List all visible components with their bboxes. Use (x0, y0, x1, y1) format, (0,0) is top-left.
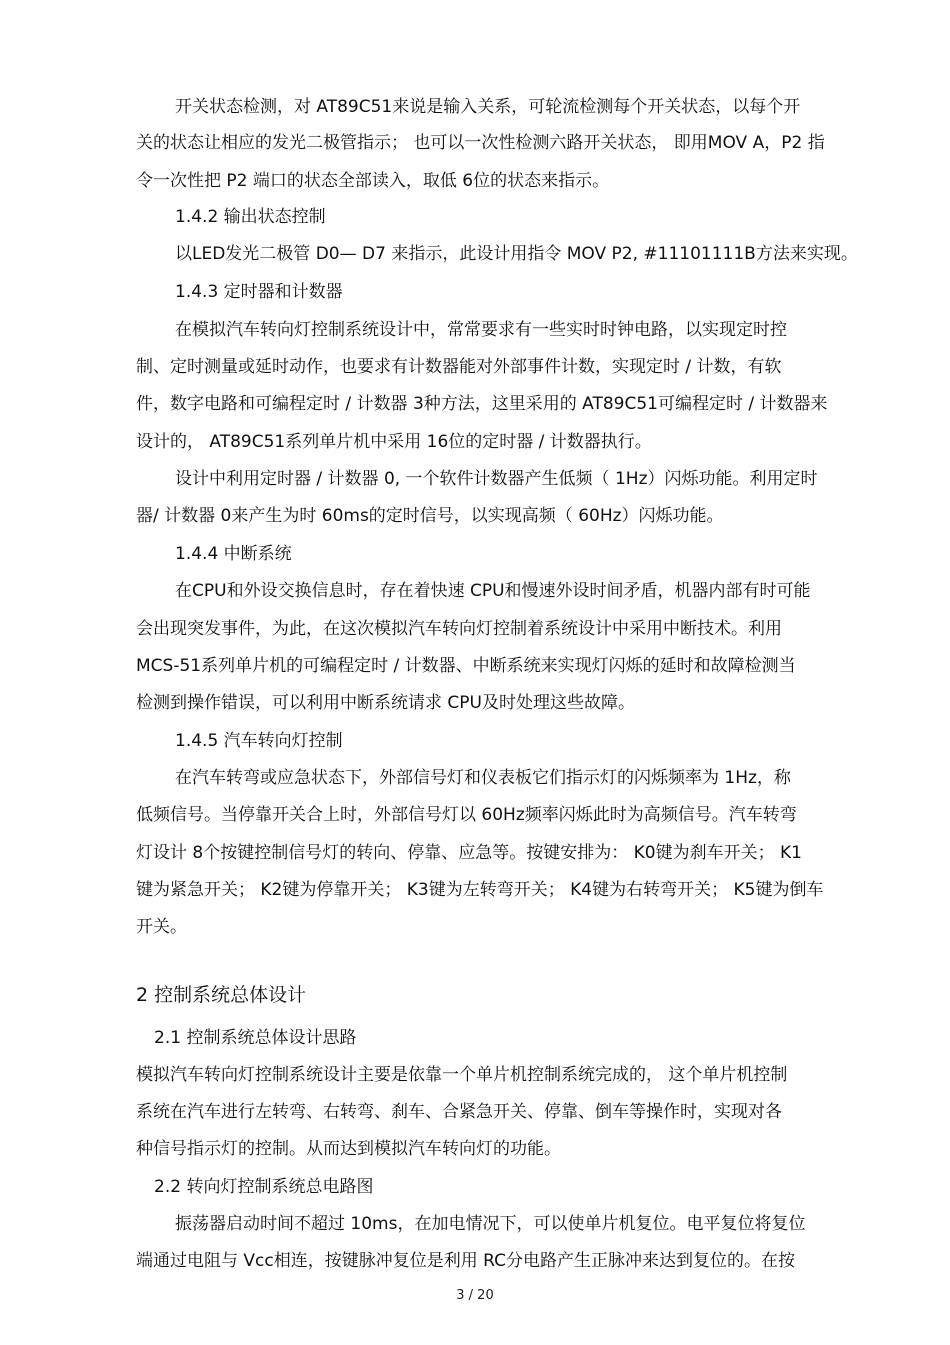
paragraph-line: 设计的， AT89C51系列单片机中采用 16位的定时器 / 计数器执行。 (136, 432, 652, 452)
paragraph-line: 开关。 (136, 917, 187, 937)
chapter-heading: 2 控制系统总体设计 (136, 984, 307, 1006)
paragraph-line: 设计中利用定时器 / 计数器 0, 一个软件计数器产生低频（ 1Hz）闪烁功能。利用定时 (175, 469, 818, 489)
paragraph-line: 种信号指示灯的控制。从而达到模拟汽车转向灯的功能。 (136, 1139, 561, 1159)
paragraph-line: 令一次性把 P2 端口的状态全部读入，取低 6位的状态来指示。 (136, 171, 610, 191)
paragraph-line: 件，数字电路和可编程定时 / 计数器 3种方法，这里采用的 AT89C51可编程定时 / 计数器来 (136, 394, 828, 414)
paragraph-line: 键为紧急开关； K2键为停靠开关； K3键为左转弯开关； K4键为右转弯开关； K5键为倒车 (136, 880, 824, 900)
paragraph-line: 模拟汽车转向灯控制系统设计主要是依靠一个单片机控制系统完成的， 这个单片机控制 (136, 1065, 788, 1085)
paragraph-line: 系统在汽车进行左转弯、右转弯、刹车、合紧急开关、停靠、倒车等操作时，实现对各 (136, 1102, 782, 1122)
paragraph-line: 在CPU和外设交换信息时，存在着快速 CPU和慢速外设时间矛盾，机器内部有时可能 (175, 581, 811, 601)
paragraph-line: 关的状态让相应的发光二极管指示； 也可以一次性检测六路开关状态， 即用MOV A，P2 指 (136, 133, 825, 153)
paragraph-line: MCS-51系列单片机的可编程定时 / 计数器、中断系统来实现灯闪烁的延时和故障检测当 (136, 656, 796, 676)
section-heading: 1.4.2 输出状态控制 (175, 207, 326, 227)
paragraph-line: 制、定时测量或延时动作，也要求有计数器能对外部事件计数，实现定时 / 计数，有软 (136, 357, 782, 377)
section-heading: 1.4.4 中断系统 (175, 544, 292, 564)
paragraph-line: 检测到操作错误，可以利用中断系统请求 CPU及时处理这些故障。 (136, 693, 635, 713)
paragraph-line: 低频信号。当停靠开关合上时，外部信号灯以 60Hz频率闪烁此时为高频信号。汽车转弯 (136, 805, 797, 825)
paragraph-line: 以LED发光二极管 D0— D7 来指示，此设计用指令 MOV P2, #11101111B方法来实现。 (175, 244, 858, 264)
section-heading: 2.2 转向灯控制系统总电路图 (154, 1177, 374, 1197)
section-heading: 1.4.5 汽车转向灯控制 (175, 731, 343, 751)
section-heading: 2.1 控制系统总体设计思路 (154, 1028, 357, 1048)
paragraph-line: 端通过电阻与 Vcc相连，按键脉冲复位是利用 RC分电路产生正脉冲来达到复位的。在按 (136, 1251, 795, 1271)
paragraph-line: 会出现突发事件，为此，在这次模拟汽车转向灯控制着系统设计中采用中断技术。利用 (136, 619, 782, 639)
paragraph-line: 在汽车转弯或应急状态下，外部信号灯和仪表板它们指示灯的闪烁频率为 1Hz，称 (175, 768, 791, 788)
section-heading: 1.4.3 定时器和计数器 (175, 282, 343, 302)
paragraph-line: 灯设计 8个按键控制信号灯的转向、停靠、应急等。按键安排为： K0键为刹车开关； K1 (136, 843, 802, 863)
paragraph-line: 开关状态检测，对 AT89C51来说是输入关系，可轮流检测每个开关状态，以每个开 (175, 97, 801, 117)
paragraph-line: 在模拟汽车转向灯控制系统设计中，常常要求有一些实时时钟电路，以实现定时控 (175, 320, 787, 340)
paragraph-line: 器/ 计数器 0来产生为时 60ms的定时信号，以实现高频（ 60Hz）闪烁功能。 (136, 506, 724, 526)
paragraph-line: 振荡器启动时间不超过 10ms，在加电情况下，可以使单片机复位。电平复位将复位 (175, 1214, 806, 1234)
page-number: 3 / 20 (456, 1288, 494, 1303)
